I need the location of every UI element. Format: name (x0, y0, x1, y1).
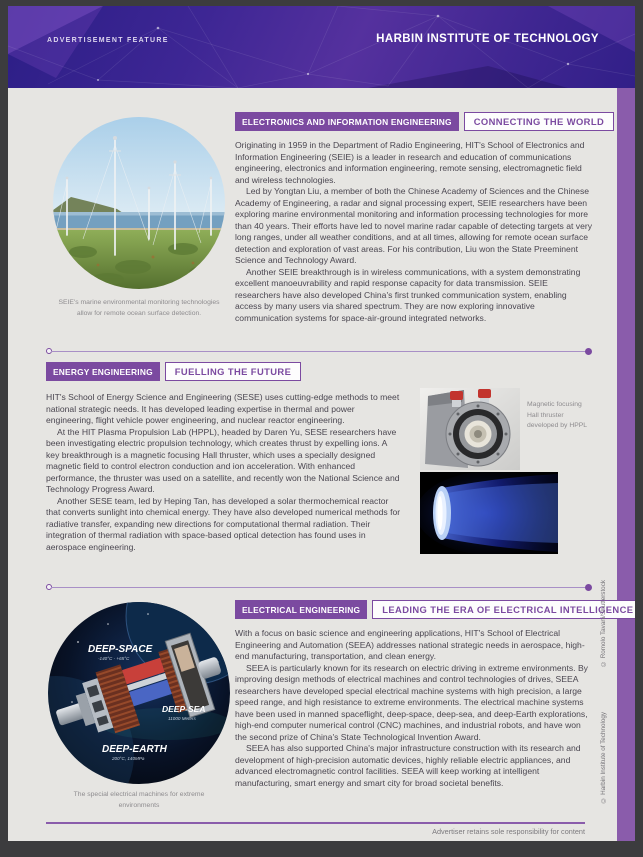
thruster-caption: Magnetic focusing Hall thruster developed by HPPL (527, 401, 588, 430)
machine-sublabel-deep-earth: 200°C, 140MPa (112, 756, 145, 761)
section-electrical-heading (235, 600, 634, 619)
machine-photo-caption: The special electrical machines for extreme environments (73, 791, 205, 809)
section-headline: LEADING THE ERA OF ELECTRICAL INTELLIGENCE (372, 600, 635, 619)
section-electrical (8, 598, 634, 822)
brand-title: HARBIN INSTITUTE OF TECHNOLOGY (376, 33, 599, 45)
divider-solid-dot (585, 348, 593, 356)
plasma-plume-photo (420, 472, 558, 554)
machine-label-deep-earth: DEEP-EARTH (102, 744, 167, 755)
section-tag: ELECTRICAL ENGINEERING (235, 600, 367, 619)
page-header (8, 6, 635, 88)
section-divider (46, 583, 592, 592)
body-paragraph: Originating in 1959 in the Department of Radio Engineering, HIT's School of Electronics and Information Engineering (SEIE) is a leader in research and education of communications engineering, electronics and information engineering, remote sensing, electromagnetic field and wireless technologies. (235, 140, 585, 185)
body-paragraph: Another SEIE breakthrough is in wireless communications, with a system demonstrating excellent manoeuvrability and rapid response capacity for data transmission. SEIE researchers have also developed China's first trunked communication system, enabling access by many users via shared spectrum. They are now exploring innovative communication systems for space-air-ground integrated networks. (235, 266, 581, 323)
marine-photo-caption: SEIE's marine environmental monitoring technologies allow for remote ocean surface detection. (58, 299, 220, 317)
marine-photo (53, 117, 225, 289)
org-credit: © Harbin Institute of Technology (600, 712, 607, 804)
side-accent-band (617, 88, 635, 841)
body-paragraph: Another SESE team, led by Heping Tan, has developed a solar thermochemical reactor that converts sunlight into chemical energy. They have also developed numerical methods for radiative transfer, expanding new directions for computational thermal radiation. Their integration of thermal radiation with space-based optical detection has found uses in aerospace engineering. (46, 495, 401, 552)
machine-sublabel-deep-sea: 11000 Meters (168, 716, 196, 721)
photo-credit: © Romolo Tavani/Shutterstock (600, 580, 607, 668)
hall-thruster-photo (420, 388, 520, 470)
section-divider (46, 347, 592, 356)
section-energy-heading (46, 362, 301, 381)
advert-page (8, 6, 635, 841)
section-headline: CONNECTING THE WORLD (464, 112, 614, 131)
body-paragraph: With a focus on basic science and engineering applications, HIT's School of Electrical Engineering and Automation (SEEA) addresses national strategic needs in aerospace, high-end manufacturing, transportation, and clean energy. (235, 628, 585, 662)
section-energy (8, 358, 617, 576)
machine-label-deep-space: DEEP-SPACE (88, 644, 153, 655)
body-paragraph: At the HIT Plasma Propulsion Lab (HPPL), headed by Daren Yu, SESE researchers have been investigating electric propulsion technology, which creates thrust by expelling ions. A key breakthrough is a magnetic focusing Hall thruster, which uses a specially designed magnetic field to control electron conduction and ion acceleration. With enhanced performance, the thruster was used on a satellite, and recently won the National Science and Technology Progress Award. (46, 426, 400, 495)
section-electronics-heading (235, 112, 605, 131)
section-tag: ENERGY ENGINEERING (46, 362, 160, 381)
machine-photo (48, 602, 230, 784)
machine-label-deep-sea: DEEP-SEA (162, 704, 206, 714)
divider-line (51, 351, 586, 352)
section-electronics-body (235, 140, 592, 324)
machine-sublabel-deep-space: -140°C - +65°C (98, 656, 130, 661)
advert-feature-label: ADVERTISEMENT FEATURE (47, 37, 169, 44)
body-paragraph: SEEA has also supported China's major infrastructure construction with its research and development of high-precision automatic devices, highly reliable electric appliances, and advanced electromagnetic control facilities. SEEA will keep working at intelligent manufacturing, smart energy and smart city for broad societal benefits. (235, 743, 581, 788)
polygon-mesh-graphic (8, 6, 635, 88)
section-electronics (8, 102, 617, 347)
body-paragraph: SEEA is particularly known for its research on electric driving in extreme environments. By improving design methods of electrical machines and control technologies of drives, SEEA researchers have developed special electrical machine systems with high precision, a large speed range, and high resistance to extreme environments. The electrical machine systems have been used in manned spaceflight, deep-space, deep-sea, and deep-Earth explorations, high-end computer numerical control (CNC) machines, and industrial robots, and have won the second prize of China's State Technological Invention Award. (235, 662, 588, 742)
footer-rule (46, 822, 585, 824)
body-paragraph: Led by Yongtan Liu, a member of both the Chinese Academy of Sciences and the Chinese Academy of Engineering, a radar and signal processing expert, SEIE researchers have been exploring marine environmental monitoring and information processing technologies for more than 40 years. Their efforts have led to novel marine radar capable of detecting targets at very long ranges, under all weather conditions, and at all times, allowing for remote ocean surface detection and exploration of vast areas. For his contribution, Liu won the State Preeminent Science and Technology Award. (235, 186, 593, 266)
section-energy-body (46, 392, 402, 553)
divider-solid-dot (585, 584, 593, 592)
section-electrical-body (235, 628, 592, 789)
divider-line (51, 587, 586, 588)
body-paragraph: HIT's School of Energy Science and Engineering (SESE) uses cutting-edge methods to meet national strategic needs. It has developed leading expertise in thermal and power engineering, flight vehicle power engineering, and nuclear reactor engineering. (46, 392, 400, 426)
advertiser-disclaimer: Advertiser retains sole responsibility for content (432, 827, 585, 836)
section-headline: FUELLING THE FUTURE (165, 362, 301, 381)
section-tag: ELECTRONICS AND INFORMATION ENGINEERING (235, 112, 459, 131)
